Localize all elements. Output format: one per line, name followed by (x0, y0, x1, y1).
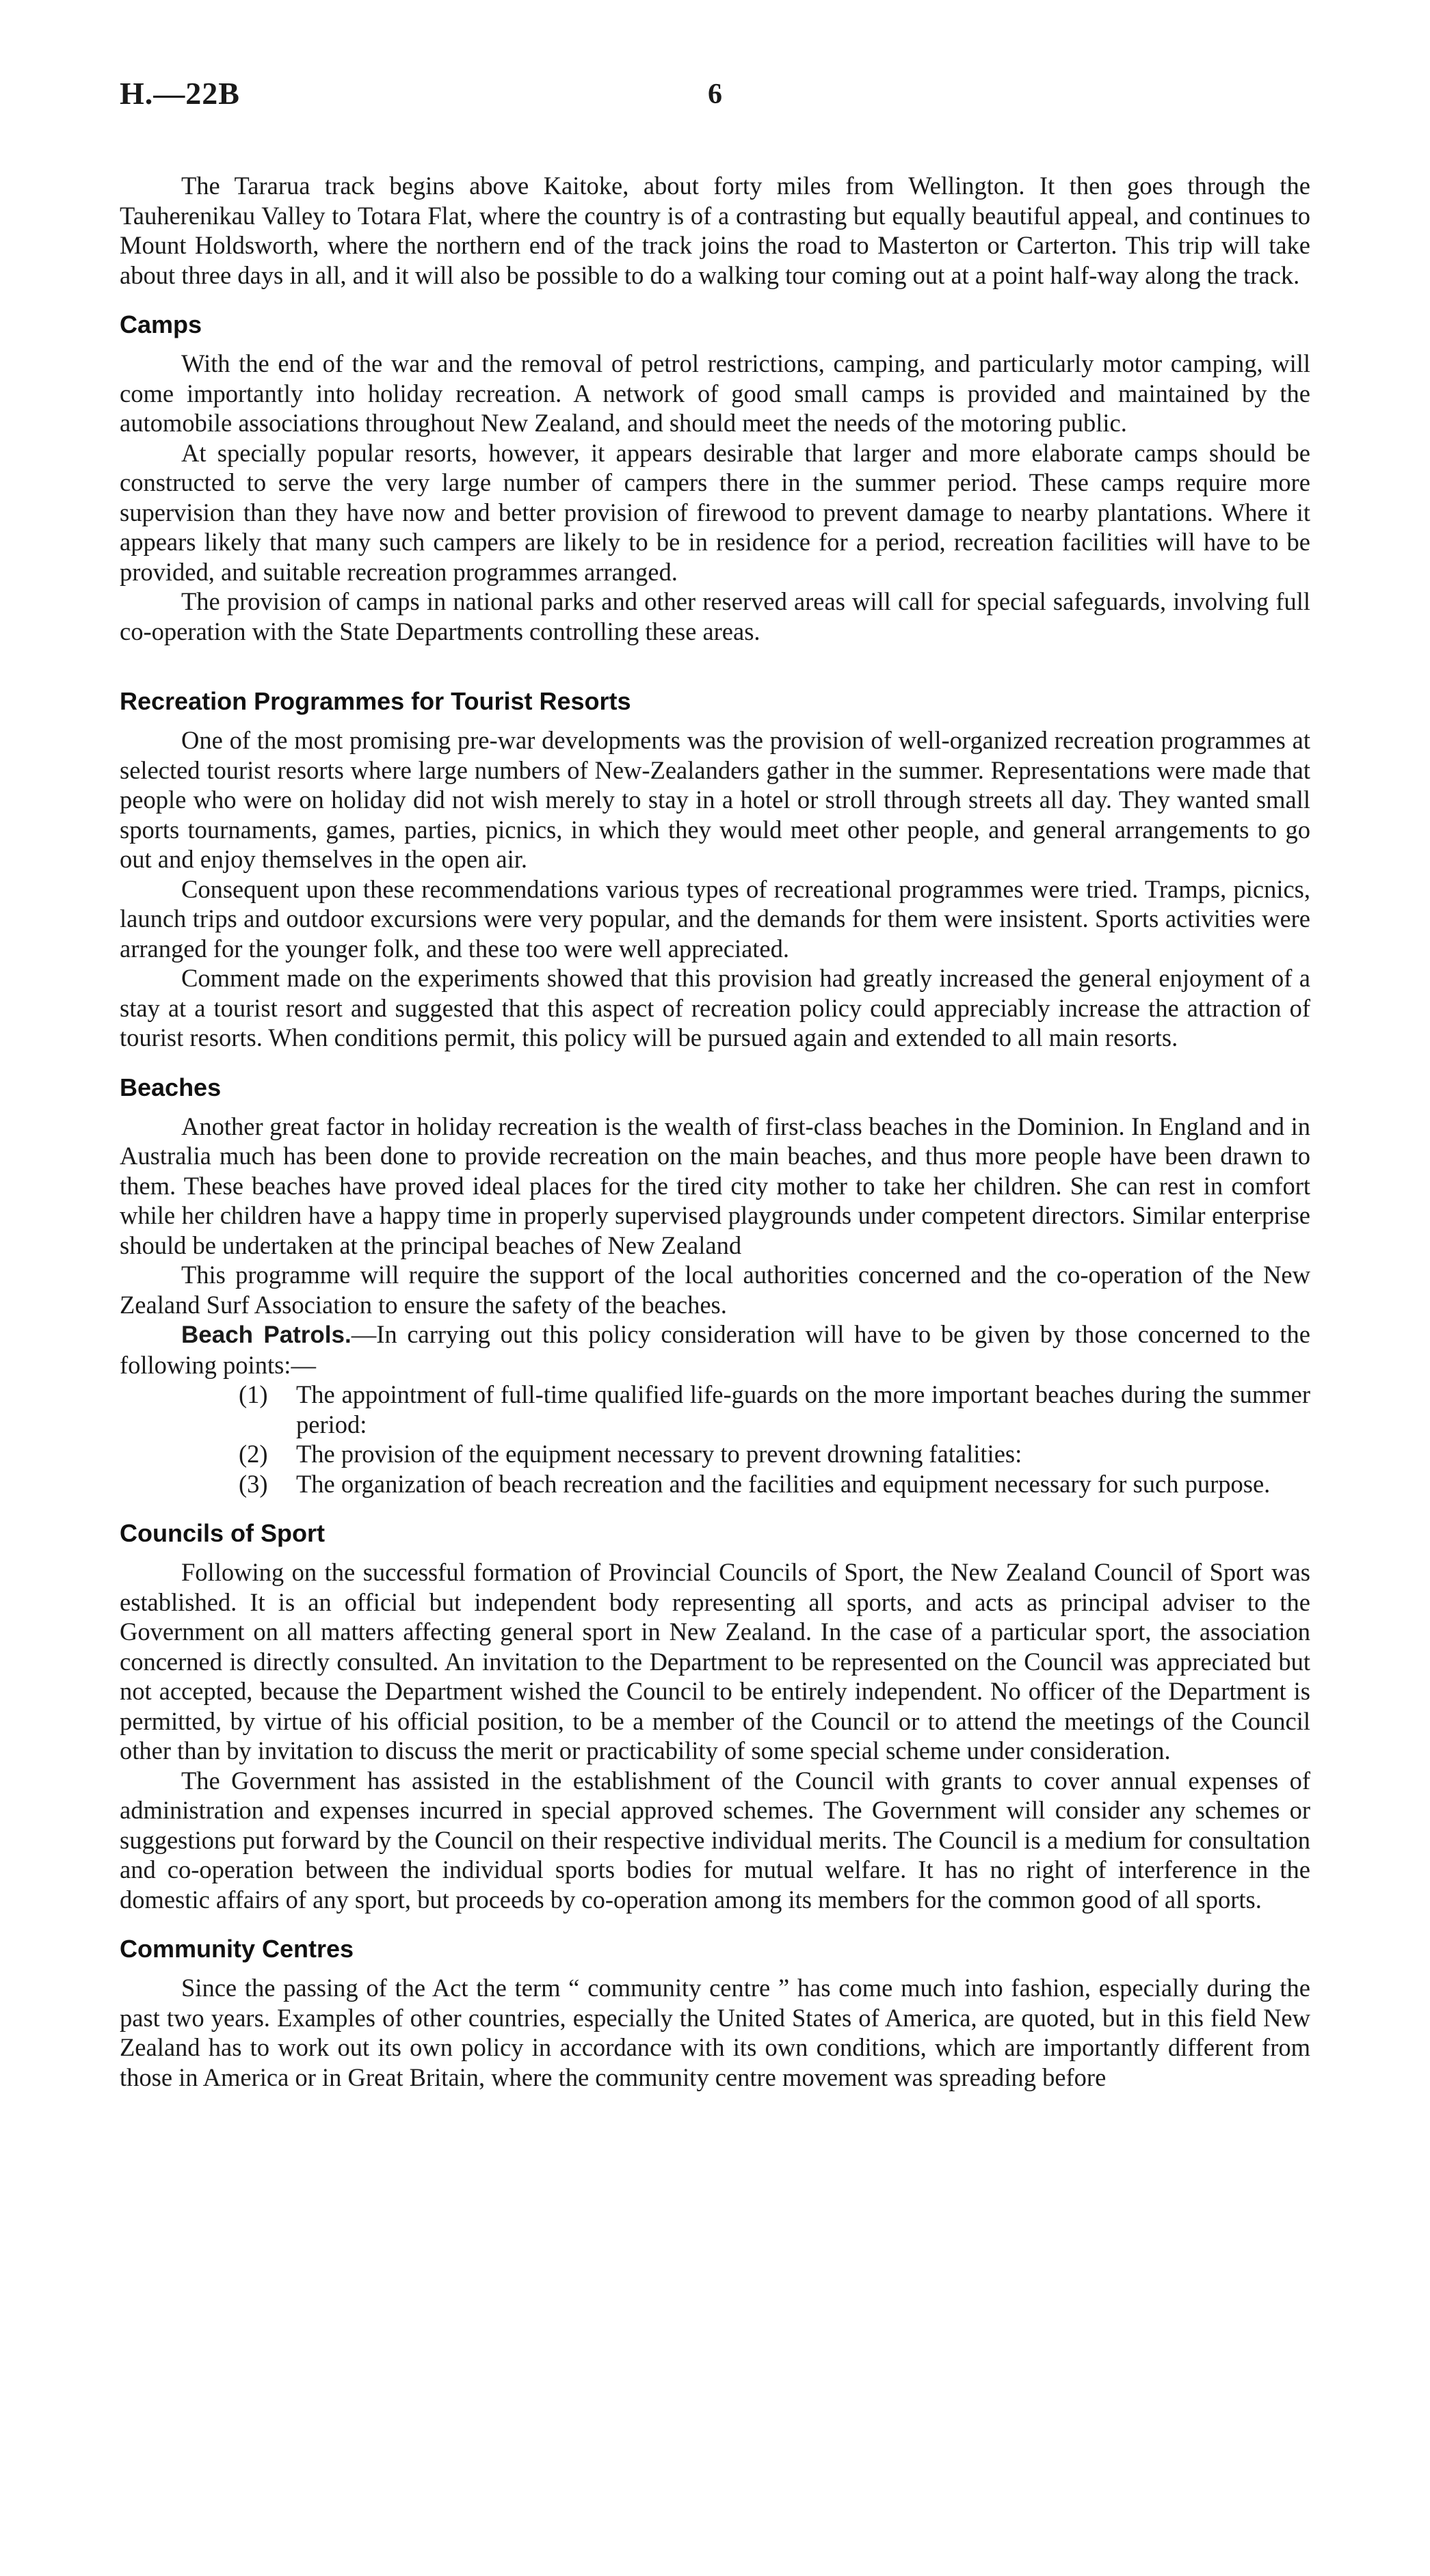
list-item-number: (2) (239, 1440, 268, 1468)
list-item (120, 1439, 1310, 1469)
councils-paragraph-1: Following on the successful formation of Provincial Councils of Sport, the New Zealand Council of Sport was established. It is an official but independent body representing all sports, and acts as principal adviser to the Government on all matters affecting general sport in New Zealand. In the case of a particular sport, the association concerned is directly consulted. An invitation to the Department to be represented on the Council was appreciated but not accepted, because the Department wished the Council to be entirely independent. No officer of the Department is permitted, by virtue of his official position, to be a member of the Council or to attend the meetings of the Council other than by invitation to discuss the merit or practicability of some special scheme under consideration. (120, 1558, 1310, 1765)
community-paragraph-1: Since the passing of the Act the term “ community centre ” has come much into fashion, especially during the past two years. Examples of other countries, especially the United States of America, are quoted, but in this field New Zealand has to work out its own policy in accordance with its own conditions, which are importantly different from those in America or in Great Britain, where the community centre movement was spreading before (120, 1974, 1310, 2091)
beach-patrols-paragraph (120, 1319, 1310, 1380)
list-item-text: The organization of beach recreation and the facilities and equipment necessary for such purpose. (296, 1469, 1271, 1498)
section-heading-beaches: Beaches (120, 1073, 222, 1101)
page-number: 6 (708, 79, 722, 110)
list-item-text: The appointment of full-time qualified life-guards on the more important beaches during the summer period: (296, 1380, 1310, 1438)
recreation-paragraph-1: One of the most promising pre-war developments was the provision of well-organized recreation programmes at selected tourist resorts where large numbers of New-Zealanders gather in the summer. Representations were made that people who were on holiday did not wish merely to stay in a hotel or stroll through streets all day. They wanted small sports tournaments, games, parties, picnics, in which they would meet other people, and general arrangements to go out and enjoy themselves in the open air. (120, 726, 1310, 873)
section-heading-camps: Camps (120, 310, 202, 338)
beach-patrols-heading: Beach Patrols. (181, 1321, 352, 1348)
section-heading-recreation: Recreation Programmes for Tourist Resorts (120, 687, 631, 715)
section-heading-community: Community Centres (120, 1935, 354, 1963)
beaches-paragraph-2: This programme will require the support of the local authorities concerned and the co-operation of the New Zealand Surf Association to ensure the safety of the beaches. (120, 1261, 1310, 1319)
beach-points-list (120, 1380, 1310, 1499)
list-item-text: The provision of the equipment necessary to prevent drowning fatalities: (296, 1440, 1022, 1468)
document-reference: H.—22B (120, 76, 240, 111)
recreation-paragraph-3: Comment made on the experiments showed that this provision had greatly increased the general enjoyment of a stay at a tourist resort and suggested that this aspect of recreation policy could appreciably increase the attraction of tourist resorts. When conditions permit, this policy will be pursued again and extended to all main resorts. (120, 964, 1310, 1051)
list-item-number: (1) (239, 1380, 268, 1408)
camps-paragraph-2: At specially popular resorts, however, it appears desirable that larger and more elaborate camps should be constructed to serve the very large number of campers there in the summer period. These camps require more supervision than they have now and better provision of firewood to prevent damage to nearby plantations. Where it appears likely that many such campers are likely to be in residence for a period, recreation facilities will have to be provided, and suitable recreation programmes arranged. (120, 438, 1310, 586)
beach-patrols-text: —In carrying out this policy consideration will have to be given by those concerned to the following points:— (120, 1320, 1310, 1379)
camps-paragraph-3: The provision of camps in national parks and other reserved areas will call for special safeguards, involving full co-operation with the State Departments controlling these areas. (120, 587, 1310, 645)
camps-paragraph-1: With the end of the war and the removal of petrol restrictions, camping, and particularly motor camping, will come importantly into holiday recreation. A network of good small camps is provided and maintained by the automobile associations throughout New Zealand, and should meet the needs of the motoring public. (120, 349, 1310, 437)
intro-paragraph: The Tararua track begins above Kaitoke, about forty miles from Wellington. It then goes through the Tauherenikau Valley to Totara Flat, where the country is of a contrasting but equally beautiful appeal, and continues to Mount Holdsworth, where the northern end of the track joins the road to Masterton or Carterton. This trip will take about three days in all, and it will also be possible to do a walking tour coming out at a point half-way along the track. (120, 172, 1310, 289)
page-header (120, 75, 1310, 130)
recreation-paragraph-2: Consequent upon these recommendations various types of recreational programmes were tried. Tramps, picnics, launch trips and outdoor excursions were very popular, and the demands for them were insistent. Sports activities were arranged for the younger folk, and these too were well appreciated. (120, 874, 1310, 963)
beaches-paragraph-1: Another great factor in holiday recreation is the wealth of first-class beaches in the Dominion. In England and in Australia much has been done to provide recreation on the main beaches, and thus more people have been drawn to them. These beaches have proved ideal places for the tired city mother to take her children. She can rest in comfort while her children have a happy time in properly supervised playgrounds under competent directors. Similar enterprise should be undertaken at the principal beaches of New Zealand (120, 1112, 1310, 1259)
councils-paragraph-2: The Government has assisted in the establishment of the Council with grants to cover annual expenses of administration and expenses incurred in special approved schemes. The Government will consider any schemes or suggestions put forward by the Council on their respective individual merits. The Council is a medium for consultation and co-operation between the individual sports bodies for mutual welfare. It has no right of interference in the domestic affairs of any sport, but proceeds by co-operation among its members for the common good of all sports. (120, 1766, 1310, 1914)
list-item (120, 1469, 1310, 1499)
list-item-number: (3) (239, 1469, 268, 1498)
list-item (120, 1380, 1310, 1439)
section-heading-councils: Councils of Sport (120, 1519, 325, 1547)
